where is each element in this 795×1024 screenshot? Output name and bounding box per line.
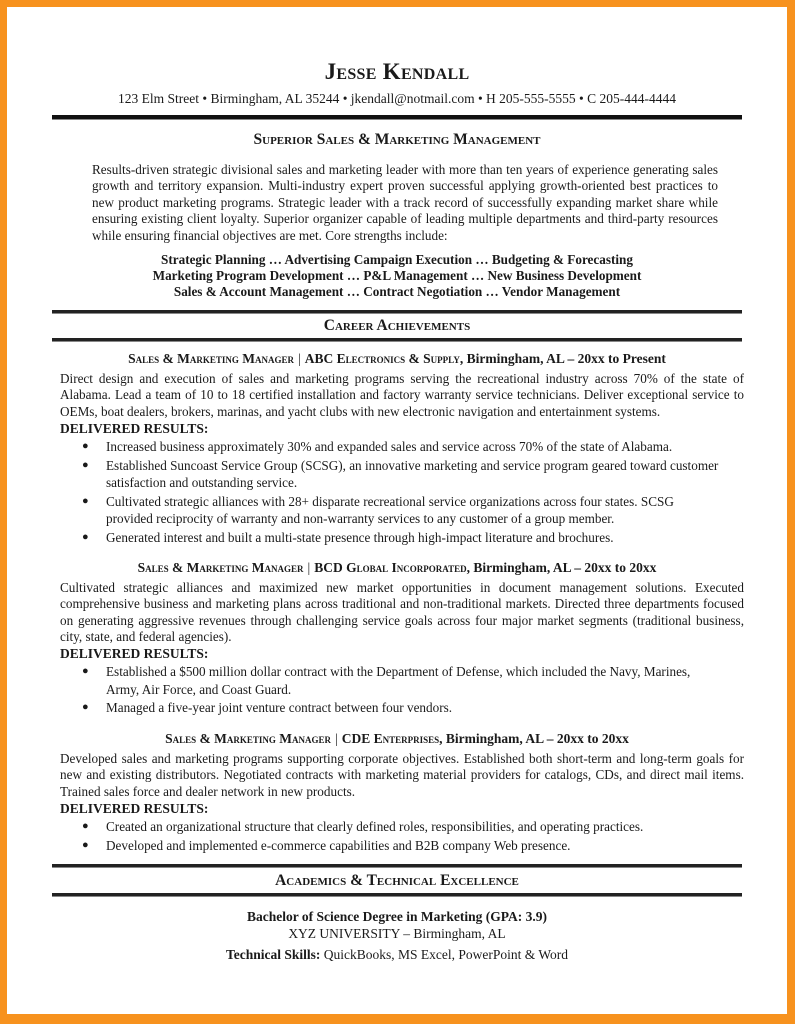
bullet-icon: ● <box>82 494 89 507</box>
degree: Bachelor of Science Degree in Marketing (GPA: 3.9) <box>247 909 547 924</box>
job-heading <box>52 351 742 367</box>
job-role: Sales & Marketing Manager <box>165 731 331 746</box>
bullet-icon: ● <box>82 838 89 851</box>
contact-info: 123 Elm Street • Birmingham, AL 35244 • jkendall@notmail.com • H 205-555-5555 • C 205-444-4444 <box>117 91 677 106</box>
section-divider-top <box>52 864 742 868</box>
job-heading <box>52 560 742 576</box>
strengths-line: Strategic Planning … Advertising Campaign Execution … Budgeting & Forecasting <box>161 252 633 267</box>
list-item: ● Cultivated strategic alliances with 28+ disparate recreational service organizations across four states. SCSG provided reciprocity of warranty and non-warranty services to any customer of a group member. <box>82 493 674 526</box>
job-role: Sales & Marketing Manager <box>128 351 295 366</box>
results-list <box>60 663 720 718</box>
header-divider <box>52 115 742 119</box>
job-description: Direct design and execution of sales and marketing programs serving the recreational industry across 70% of the state of Alabama. Lead a team of 10 to 18 certified installation and factory warranty service technicians. Deliver exceptional service to OEMs, boat dealers, brokers, marinas, and yacht clubs with new electronic navigation and entertainment systems. <box>60 371 744 419</box>
candidate-name: Jesse Kendall <box>324 59 470 84</box>
resume-page <box>7 7 787 1014</box>
heading-separator: | <box>335 731 338 746</box>
results-list <box>60 818 720 855</box>
delivered-results-label: DELIVERED RESULTS: <box>60 801 209 816</box>
strengths-line: Sales & Account Management … Contract Negotiation … Vendor Management <box>173 284 621 299</box>
core-strengths <box>52 252 742 300</box>
career-title: Career Achievements <box>323 317 471 334</box>
strengths-line: Marketing Program Development … P&L Management … New Business Development <box>152 268 642 283</box>
job-location-dates: , Birmingham, AL – 20xx to 20xx <box>439 731 629 746</box>
bullet-icon: ● <box>82 820 89 832</box>
heading-separator: | <box>298 351 301 366</box>
school: XYZ UNIVERSITY – Birmingham, AL <box>288 926 506 941</box>
job-description: Cultivated strategic alliances and maximized new market opportunities in document management solutions. Executed comprehensive business and marketing plans across traditional and non-traditional markets. Directed three departments focused on generating aggressive revenues through challenging service goals across four major market segments (traditional business, city, state, and federal agencies). <box>60 580 744 645</box>
delivered-results-label: DELIVERED RESULTS: <box>60 646 209 661</box>
job-description: Developed sales and marketing programs supporting corporate objectives. Established both short-term and long-term goals for new and existing distributors. Negotiated contracts with marketing material providers for catalogs, CDs, and direct mail items. Trained sales force and dealer network in new products. <box>60 751 744 799</box>
bullet-icon: ● <box>82 530 89 543</box>
bullet-icon: ● <box>82 458 89 471</box>
list-item: ● Developed and implemented e-commerce capabilities and B2B company Web presence. <box>82 837 571 853</box>
technical-skills <box>52 947 742 963</box>
list-item: ● Established Suncoast Service Group (SCSG), an innovative marketing and service program geared toward customer satisfaction and outstanding service. <box>82 457 719 490</box>
section-divider-top <box>52 310 742 314</box>
job-location-dates: , Birmingham, AL – 20xx to 20xx <box>466 560 657 575</box>
section-divider-bottom <box>52 893 742 897</box>
job-location-dates: , Birmingham, AL – 20xx to Present <box>459 351 666 366</box>
skills-label: Technical Skills: <box>225 947 321 962</box>
list-item: ● Increased business approximately 30% and expanded sales and service across 70% of the state of Alabama. <box>82 439 673 454</box>
bullet-icon: ● <box>82 440 89 452</box>
list-item: ● Generated interest and built a multi-state presence through high-impact literature and brochures. <box>82 529 614 545</box>
education-title: Academics & Technical Excellence <box>275 872 519 889</box>
list-item: ● Established a $500 million dollar contract with the Department of Defense, which included the Navy, Marines, Army, Air Force, and Coast Guard. <box>82 664 691 697</box>
skills-list: QuickBooks, MS Excel, PowerPoint & Word <box>320 947 569 962</box>
section-divider-bottom <box>52 338 742 342</box>
job-heading <box>52 731 742 747</box>
bullet-icon: ● <box>82 665 89 677</box>
job-role: Sales & Marketing Manager <box>137 560 304 575</box>
delivered-results-label: DELIVERED RESULTS: <box>60 421 209 436</box>
list-item: ● Created an organizational structure that clearly defined roles, responsibilities, and operating practices. <box>82 819 644 834</box>
job-company: CDE Enterprises <box>341 731 440 746</box>
job-company: ABC Electronics & Supply <box>304 351 460 366</box>
heading-separator: | <box>307 560 311 575</box>
summary-text: Results-driven strategic divisional sales and marketing leader with more than ten years of experience generating sales growth and territory expansion. Multi-industry expert proven successful applying growth-oriented best practices to new product marketing programs. Strategic leader with a track record of successfully expanding market share while ensuring existing client loyalty. Superior organizer capable of leading multiple departments and third-party resources while ensuring financial objectives are met. Core strengths include: <box>92 162 718 243</box>
list-item: ● Managed a five-year joint venture contract between four vendors. <box>82 700 453 715</box>
summary-title: Superior Sales & Marketing Management <box>253 131 541 148</box>
bullet-icon: ● <box>82 701 89 713</box>
job-company: BCD Global Incorporated <box>314 560 467 575</box>
results-list <box>60 438 720 547</box>
